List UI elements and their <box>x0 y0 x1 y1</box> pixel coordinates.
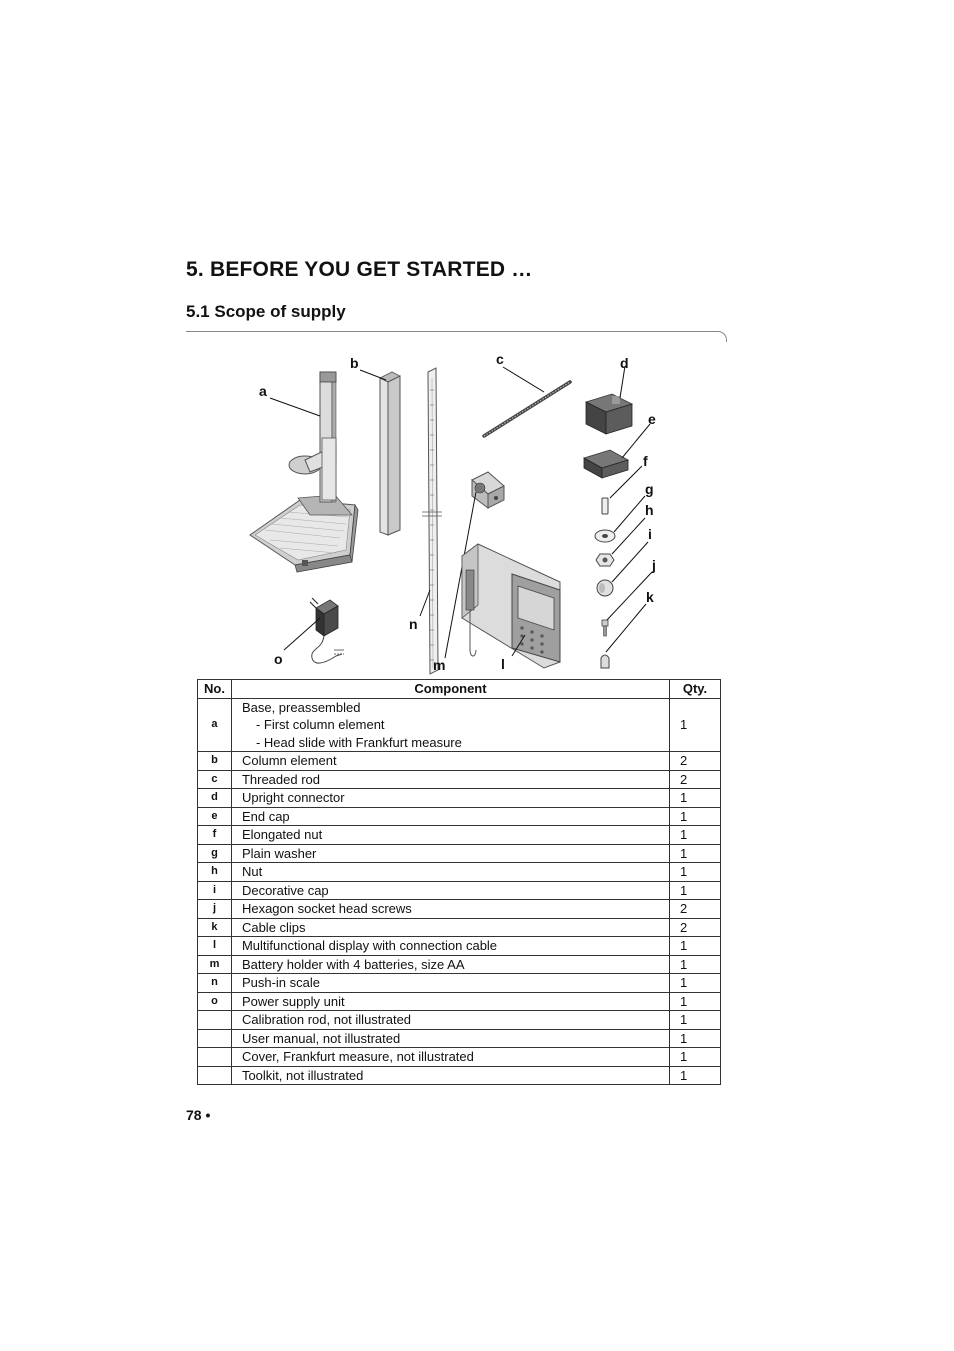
table-row <box>198 937 721 956</box>
row-component: Battery holder with 4 batteries, size AA <box>231 955 669 974</box>
row-component: Threaded rod <box>231 770 669 789</box>
table-row <box>198 881 721 900</box>
row-qty: 1 <box>670 992 721 1011</box>
part-power-supply-illustration <box>310 598 344 663</box>
part-plain-washer-illustration <box>595 530 615 542</box>
row-no: n <box>198 974 232 993</box>
row-qty: 1 <box>670 937 721 956</box>
row-qty: 1 <box>670 789 721 808</box>
label-g: g <box>645 481 654 497</box>
row-qty: 2 <box>670 918 721 937</box>
row-no: j <box>198 900 232 919</box>
label-i: i <box>648 526 652 542</box>
table-row <box>198 770 721 789</box>
part-decorative-cap-illustration <box>597 580 613 596</box>
row-no <box>198 1011 232 1030</box>
label-h: h <box>645 502 654 518</box>
part-base-illustration <box>250 372 358 572</box>
label-b: b <box>350 355 359 371</box>
label-l: l <box>501 656 505 672</box>
heading-rule <box>186 331 727 342</box>
header-qty: Qty. <box>670 680 721 699</box>
row-no <box>198 1029 232 1048</box>
label-o: o <box>274 651 283 667</box>
part-hex-screw-illustration <box>602 620 608 636</box>
table-row <box>198 992 721 1011</box>
section-heading: 5. BEFORE YOU GET STARTED … <box>186 258 533 281</box>
row-no <box>198 1066 232 1085</box>
row-qty: 2 <box>670 770 721 789</box>
row-qty: 1 <box>670 974 721 993</box>
row-no: d <box>198 789 232 808</box>
row-no: h <box>198 863 232 882</box>
row-component-sub: - Head slide with Frankfurt measure <box>255 734 462 750</box>
row-component: Toolkit, not illustrated <box>231 1066 669 1085</box>
row-qty: 1 <box>670 881 721 900</box>
table-row <box>198 863 721 882</box>
row-qty: 1 <box>670 826 721 845</box>
parts-illustration <box>240 350 740 675</box>
header-no: No. <box>198 680 232 699</box>
row-no: k <box>198 918 232 937</box>
table-row <box>198 1048 721 1067</box>
row-qty: 1 <box>670 807 721 826</box>
part-battery-holder-illustration <box>472 472 504 508</box>
row-qty: 1 <box>670 1048 721 1067</box>
label-e: e <box>648 411 656 427</box>
row-no: f <box>198 826 232 845</box>
row-no: i <box>198 881 232 900</box>
table-row <box>198 826 721 845</box>
table-row <box>198 698 721 752</box>
part-cable-clip-illustration <box>601 655 609 668</box>
row-no: a <box>198 698 232 752</box>
label-c: c <box>496 351 504 367</box>
table-row <box>198 900 721 919</box>
row-component: Push-in scale <box>231 974 669 993</box>
table-row <box>198 807 721 826</box>
row-no: o <box>198 992 232 1011</box>
row-component: Column element <box>231 752 669 771</box>
row-component: User manual, not illustrated <box>231 1029 669 1048</box>
label-a: a <box>259 383 267 399</box>
label-k: k <box>646 589 654 605</box>
table-row <box>198 918 721 937</box>
label-m: m <box>433 657 446 673</box>
row-no: l <box>198 937 232 956</box>
part-push-in-scale-illustration <box>422 368 442 674</box>
page-number: 78 • <box>186 1107 211 1123</box>
part-display-illustration <box>462 544 560 668</box>
row-component: Hexagon socket head screws <box>231 900 669 919</box>
row-qty: 1 <box>670 955 721 974</box>
row-no: b <box>198 752 232 771</box>
row-qty: 2 <box>670 900 721 919</box>
label-d: d <box>620 355 629 371</box>
part-elongated-nut-illustration <box>602 498 608 514</box>
row-qty: 2 <box>670 752 721 771</box>
row-component: Nut <box>231 863 669 882</box>
table-row <box>198 974 721 993</box>
subsection-heading: 5.1 Scope of supply <box>186 302 346 321</box>
row-qty: 1 <box>670 844 721 863</box>
row-component-sub: - First column element <box>255 717 385 732</box>
part-upright-connector-illustration <box>586 394 632 434</box>
row-component: Cable clips <box>231 918 669 937</box>
part-column-element-illustration <box>380 372 400 535</box>
row-component: Multifunctional display with connection cable <box>231 937 669 956</box>
label-j: j <box>652 557 656 573</box>
label-n: n <box>409 616 418 632</box>
row-no: e <box>198 807 232 826</box>
table-row <box>198 1066 721 1085</box>
row-component: Decorative cap <box>231 881 669 900</box>
label-f: f <box>643 453 648 469</box>
row-qty: 1 <box>670 1066 721 1085</box>
table-row <box>198 955 721 974</box>
row-component: Calibration rod, not illustrated <box>231 1011 669 1030</box>
table-row <box>198 1029 721 1048</box>
row-component-main: Base, preassembled <box>241 699 361 715</box>
part-nut-illustration <box>596 554 614 566</box>
row-qty: 1 <box>670 698 721 752</box>
row-no: g <box>198 844 232 863</box>
scope-of-supply-table <box>197 679 721 1085</box>
table-row <box>198 844 721 863</box>
part-end-cap-illustration <box>584 450 628 478</box>
header-component: Component <box>231 680 669 699</box>
row-no: m <box>198 955 232 974</box>
row-component <box>231 698 669 752</box>
row-component: End cap <box>231 807 669 826</box>
row-component: Upright connector <box>231 789 669 808</box>
row-no <box>198 1048 232 1067</box>
row-component: Cover, Frankfurt measure, not illustrated <box>231 1048 669 1067</box>
table-header-row <box>198 680 721 699</box>
row-component: Plain washer <box>231 844 669 863</box>
row-component: Elongated nut <box>231 826 669 845</box>
row-component: Power supply unit <box>231 992 669 1011</box>
row-qty: 1 <box>670 1029 721 1048</box>
row-qty: 1 <box>670 1011 721 1030</box>
row-qty: 1 <box>670 863 721 882</box>
row-no: c <box>198 770 232 789</box>
table-row <box>198 752 721 771</box>
table-row <box>198 1011 721 1030</box>
table-row <box>198 789 721 808</box>
